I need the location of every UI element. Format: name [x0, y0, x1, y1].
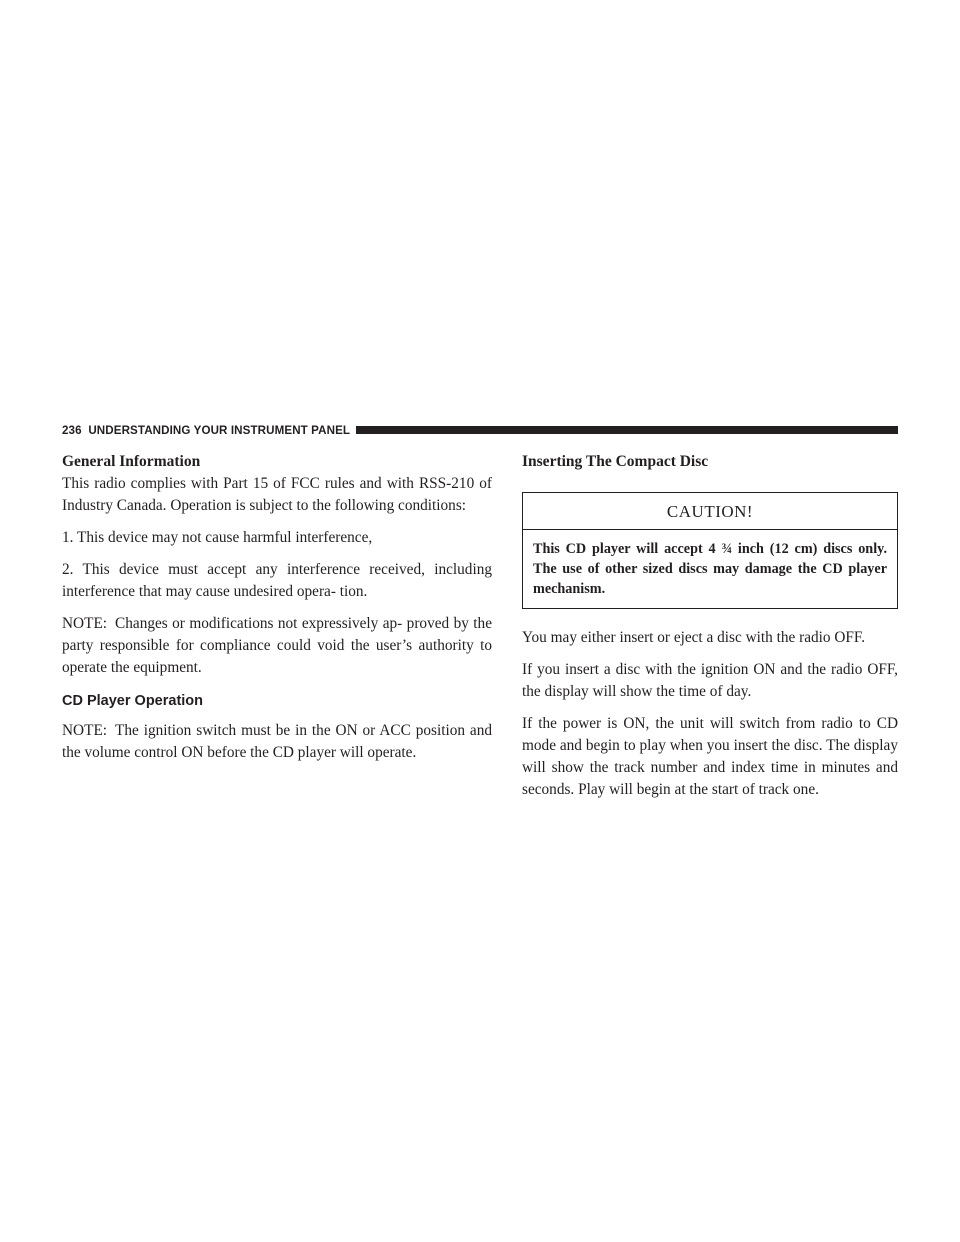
general-information-heading: General Information [62, 453, 201, 470]
note-modifications [62, 613, 492, 679]
condition-2: 2. This device must accept any interference received, including interference that may cause undesired opera- tion. [62, 561, 492, 600]
cd-player-operation-heading: CD Player Operation [62, 693, 204, 709]
section-title: UNDERSTANDING YOUR INSTRUMENT PANEL [88, 423, 351, 437]
inserting-disc-heading: Inserting The Compact Disc [522, 453, 709, 470]
page-number: 236 [62, 423, 82, 437]
left-column [62, 452, 492, 764]
power-on-paragraph: If the power is ON, the unit will switch from radio to CD mode and begin to play when you insert the disc. The display will show the track number and index time in minutes and seconds. Play will begin at the start of track one. [522, 715, 898, 798]
page-header [62, 423, 898, 437]
note-label: NOTE: [62, 722, 108, 739]
right-column [522, 452, 898, 801]
note-ignition [62, 720, 492, 764]
insert-eject-paragraph: You may either insert or eject a disc with the radio OFF. [522, 629, 866, 646]
ignition-on-radio-off-paragraph: If you insert a disc with the ignition ON and the radio OFF, the display will show the time of day. [522, 661, 898, 700]
note-text: Changes or modifications not expressively ap- proved by the party responsible for compliance could void the user’s authority to operate the equipment. [62, 615, 492, 676]
caution-box [522, 492, 898, 609]
header-rule [356, 426, 898, 434]
condition-1: 1. This device may not cause harmful interference, [62, 529, 373, 546]
caution-title: CAUTION! [523, 493, 897, 530]
fcc-compliance-paragraph: This radio complies with Part 15 of FCC rules and with RSS-210 of Industry Canada. Operation is subject to the following conditions: [62, 475, 492, 514]
note-label: NOTE: [62, 615, 108, 632]
caution-body: This CD player will accept 4 ¾ inch (12 cm) discs only. The use of other sized discs may damage the CD player mechanism. [533, 541, 887, 597]
page-header-text [62, 424, 350, 437]
note-text: The ignition switch must be in the ON or ACC position and the volume control ON before the CD player will operate. [62, 722, 492, 761]
